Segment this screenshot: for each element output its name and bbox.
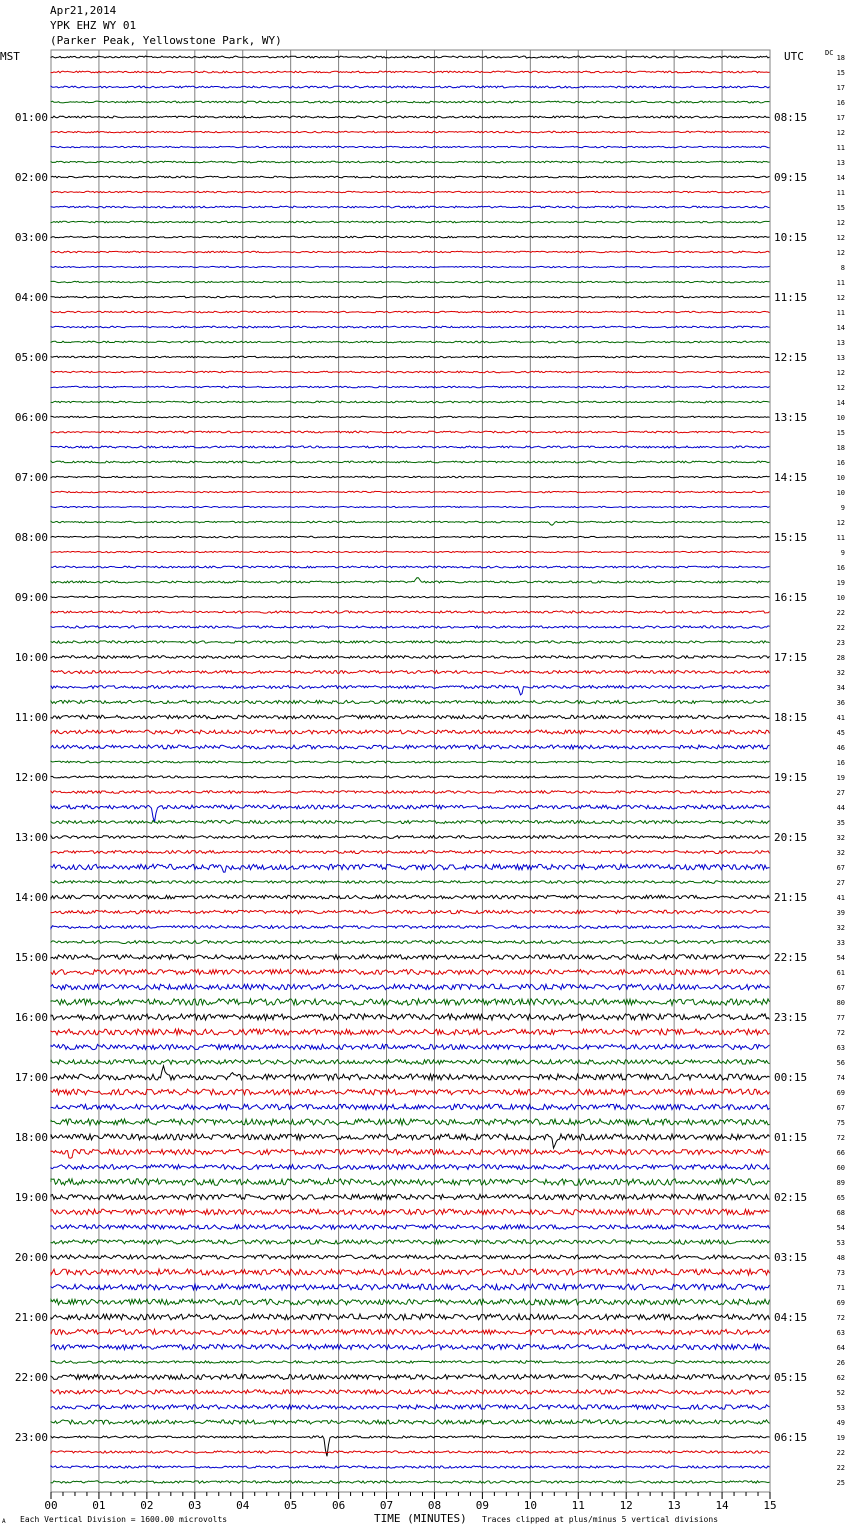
utc-hour-label: 14:15 <box>774 471 808 484</box>
dc-offset-label: 15 <box>836 69 845 77</box>
axis-labels <box>15 54 845 1512</box>
x-tick-label: 06 <box>331 1499 346 1512</box>
dc-offset-label: 45 <box>836 729 845 737</box>
dc-offset-label: 12 <box>836 384 845 392</box>
seismic-trace <box>51 116 770 118</box>
mst-hour-label: 11:00 <box>14 711 48 724</box>
x-tick-label: 11 <box>571 1499 585 1512</box>
dc-offset-label: 12 <box>836 234 845 242</box>
dc-offset-label: 32 <box>836 924 845 932</box>
seismic-trace <box>51 1089 770 1095</box>
dc-offset-label: 16 <box>836 564 845 572</box>
dc-offset-label: 62 <box>836 1374 845 1382</box>
dc-offset-label: 18 <box>836 54 845 62</box>
dc-offset-label: 23 <box>836 639 845 647</box>
seismic-trace <box>51 715 770 719</box>
seismic-trace <box>51 895 770 899</box>
dc-offset-label: 32 <box>836 834 845 842</box>
right-timezone-label: UTC <box>784 50 804 63</box>
dc-offset-label: 16 <box>836 759 845 767</box>
x-tick-label: 07 <box>379 1499 394 1512</box>
seismic-trace <box>51 296 770 298</box>
dc-offset-label: 13 <box>836 354 845 362</box>
mst-hour-label: 18:00 <box>14 1131 48 1144</box>
dc-offset-label: 74 <box>836 1074 845 1082</box>
utc-hour-label: 13:15 <box>774 411 808 424</box>
seismic-trace <box>51 1104 770 1109</box>
dc-offset-label: 16 <box>836 99 845 107</box>
x-tick-label: 14 <box>715 1499 729 1512</box>
seismic-trace <box>51 1014 770 1020</box>
dc-offset-label: 35 <box>836 819 845 827</box>
footer-mark: A <box>2 1518 6 1525</box>
seismic-trace <box>51 1466 770 1468</box>
seismic-trace <box>51 251 770 253</box>
dc-offset-label: 75 <box>836 1119 845 1127</box>
dc-offset-label: 27 <box>836 879 845 887</box>
seismic-trace <box>51 700 770 703</box>
utc-hour-label: 16:15 <box>774 591 808 604</box>
dc-offset-label: 12 <box>836 369 845 377</box>
utc-hour-label: 19:15 <box>774 771 808 784</box>
seismic-trace <box>51 685 770 695</box>
seismic-trace <box>51 221 770 223</box>
dc-offset-label: 54 <box>836 1224 845 1232</box>
seismic-trace <box>51 431 770 433</box>
utc-hour-label: 04:15 <box>774 1311 808 1324</box>
x-tick-label: 05 <box>284 1499 298 1512</box>
dc-offset-label: 9 <box>840 504 845 512</box>
dc-offset-label: 60 <box>836 1164 845 1172</box>
seismic-trace <box>51 1344 770 1349</box>
seismic-trace <box>51 1314 770 1320</box>
dc-offset-label: 22 <box>836 609 845 617</box>
dc-offset-label: 22 <box>836 624 845 632</box>
utc-hour-label: 06:15 <box>774 1431 808 1444</box>
mst-hour-label: 02:00 <box>14 171 48 184</box>
dc-offset-label: 48 <box>836 1254 845 1262</box>
dc-offset-label: 36 <box>836 699 845 707</box>
seismic-trace <box>51 851 770 854</box>
seismic-trace <box>51 191 770 192</box>
dc-offset-label: 22 <box>836 1464 845 1472</box>
dc-offset-label: 12 <box>836 129 845 137</box>
dc-offset-label: 11 <box>836 144 845 152</box>
mst-hour-label: 01:00 <box>14 111 48 124</box>
seismic-trace <box>51 341 770 343</box>
x-tick-label: 01 <box>92 1499 106 1512</box>
mst-hour-label: 13:00 <box>14 831 48 844</box>
seismic-trace <box>51 626 770 628</box>
seismic-trace <box>51 56 770 58</box>
seismic-trace <box>51 910 770 913</box>
x-tick-label: 00 <box>44 1499 58 1512</box>
seismic-trace <box>51 206 770 208</box>
dc-offset-label: 26 <box>836 1359 845 1367</box>
dc-offset-label: 68 <box>836 1209 845 1217</box>
seismic-trace <box>51 1029 770 1035</box>
dc-offset-label: 12 <box>836 219 845 227</box>
plot-date: Apr21,2014 <box>50 4 117 17</box>
dc-offset-label: 67 <box>836 984 845 992</box>
utc-hour-label: 09:15 <box>774 171 808 184</box>
dc-offset-label: 13 <box>836 159 845 167</box>
dc-offset-label: 27 <box>836 789 845 797</box>
seismic-trace <box>51 176 770 178</box>
dc-offset-label: 22 <box>836 1449 845 1457</box>
dc-offset-label: 52 <box>836 1389 845 1397</box>
seismic-trace <box>51 1149 770 1158</box>
seismic-trace <box>51 266 770 267</box>
dc-offset-label: 53 <box>836 1239 845 1247</box>
mst-hour-label: 06:00 <box>14 411 48 424</box>
dc-offset-label: 9 <box>840 549 845 557</box>
dc-offset-label: 14 <box>836 324 845 332</box>
seismic-trace <box>51 999 770 1005</box>
seismic-trace <box>51 566 770 568</box>
mst-hour-label: 03:00 <box>14 231 48 244</box>
seismic-trace <box>51 1225 770 1230</box>
dc-offset-label: 65 <box>836 1194 845 1202</box>
scale-note: Each Vertical Division = 1600.00 microvolts <box>20 1515 228 1524</box>
seismic-trace <box>51 955 770 960</box>
dc-offset-label: 28 <box>836 654 845 662</box>
station-location: (Parker Peak, Yellowstone Park, WY) <box>50 34 282 47</box>
seismic-trace <box>51 730 770 734</box>
seismic-trace <box>51 641 770 643</box>
seismic-trace <box>51 71 770 73</box>
x-tick-label: 03 <box>188 1499 202 1512</box>
utc-hour-label: 03:15 <box>774 1251 808 1264</box>
x-axis-title: TIME (MINUTES) <box>374 1512 467 1525</box>
dc-offset-label: 19 <box>836 1434 845 1442</box>
seismic-trace <box>51 386 770 388</box>
mst-hour-label: 19:00 <box>14 1191 48 1204</box>
mst-hour-label: 15:00 <box>14 951 48 964</box>
seismic-trace <box>51 491 770 492</box>
x-tick-label: 12 <box>619 1499 633 1512</box>
dc-offset-label: 67 <box>836 1104 845 1112</box>
seismic-trace <box>51 86 770 88</box>
seismic-trace <box>51 326 770 328</box>
mst-hour-label: 16:00 <box>14 1011 48 1024</box>
seismic-trace <box>51 836 770 839</box>
seismic-trace <box>51 1284 770 1290</box>
dc-offset-label: 14 <box>836 399 845 407</box>
dc-offset-label: 72 <box>836 1029 845 1037</box>
seismic-trace <box>51 146 770 147</box>
seismic-trace <box>51 1194 770 1199</box>
dc-offset-label: 32 <box>836 849 845 857</box>
trace-lines <box>51 56 770 1483</box>
seismic-trace <box>51 356 770 358</box>
seismic-trace <box>51 656 770 659</box>
mst-hour-label: 08:00 <box>14 531 48 544</box>
mst-hour-label: 21:00 <box>14 1311 48 1324</box>
seismic-trace <box>51 371 770 373</box>
dc-offset-label: 12 <box>836 249 845 257</box>
dc-header-label: DC <box>825 49 834 57</box>
seismic-trace <box>51 1375 770 1380</box>
utc-hour-label: 22:15 <box>774 951 808 964</box>
dc-offset-label: 64 <box>836 1344 845 1352</box>
seismic-trace <box>51 521 770 525</box>
dc-offset-label: 12 <box>836 519 845 527</box>
seismic-trace <box>51 506 770 507</box>
dc-offset-label: 77 <box>836 1014 845 1022</box>
seismic-trace <box>51 578 770 583</box>
dc-offset-label: 44 <box>836 804 845 812</box>
dc-offset-label: 41 <box>836 714 845 722</box>
dc-offset-label: 15 <box>836 204 845 212</box>
utc-hour-label: 02:15 <box>774 1191 808 1204</box>
seismic-trace <box>51 970 770 975</box>
seismic-trace <box>51 984 770 989</box>
seismic-trace <box>51 881 770 884</box>
dc-offset-label: 71 <box>836 1284 845 1292</box>
dc-offset-label: 80 <box>836 999 845 1007</box>
x-tick-label: 15 <box>763 1499 777 1512</box>
dc-offset-label: 16 <box>836 459 845 467</box>
seismic-trace <box>51 745 770 749</box>
mst-hour-label: 10:00 <box>14 651 48 664</box>
dc-offset-label: 89 <box>836 1179 845 1187</box>
seismic-trace <box>51 1044 770 1049</box>
seismic-trace <box>51 101 770 103</box>
seismic-trace <box>51 671 770 674</box>
dc-offset-label: 11 <box>836 189 845 197</box>
seismic-trace <box>51 461 770 463</box>
dc-offset-label: 73 <box>836 1269 845 1277</box>
x-tick-label: 09 <box>475 1499 490 1512</box>
utc-hour-label: 21:15 <box>774 891 808 904</box>
seismic-trace <box>51 1165 770 1170</box>
dc-offset-label: 14 <box>836 174 845 182</box>
seismic-trace <box>51 791 770 794</box>
dc-offset-label: 66 <box>836 1149 845 1157</box>
seismic-trace <box>51 611 770 613</box>
utc-hour-label: 18:15 <box>774 711 808 724</box>
dc-offset-label: 11 <box>836 309 845 317</box>
seismic-trace <box>51 1390 770 1394</box>
dc-offset-label: 19 <box>836 774 845 782</box>
dc-offset-label: 41 <box>836 894 845 902</box>
mst-hour-label: 23:00 <box>14 1431 48 1444</box>
clip-note: Traces clipped at plus/minus 5 vertical divisions <box>482 1515 719 1524</box>
seismic-trace <box>51 1060 770 1065</box>
seismic-trace <box>51 161 770 163</box>
left-timezone-label: MST <box>0 50 20 63</box>
station-code: YPK EHZ WY 01 <box>50 19 137 32</box>
seismic-trace <box>51 551 770 552</box>
x-tick-label: 13 <box>667 1499 681 1512</box>
dc-offset-label: 10 <box>836 594 845 602</box>
mst-hour-label: 22:00 <box>14 1371 48 1384</box>
seismic-trace <box>51 1420 770 1424</box>
seismic-trace <box>51 805 770 822</box>
dc-offset-label: 61 <box>836 969 845 977</box>
dc-offset-label: 17 <box>836 114 845 122</box>
dc-offset-label: 63 <box>836 1329 845 1337</box>
seismic-trace <box>51 401 770 403</box>
dc-offset-label: 8 <box>840 264 845 272</box>
seismic-trace <box>51 416 770 417</box>
dc-offset-label: 19 <box>836 579 845 587</box>
mst-hour-label: 14:00 <box>14 891 48 904</box>
seismic-trace <box>51 536 770 537</box>
utc-hour-label: 17:15 <box>774 651 808 664</box>
seismic-trace <box>51 281 770 282</box>
seismic-trace <box>51 1405 770 1409</box>
seismic-trace <box>51 1066 770 1080</box>
dc-offset-label: 25 <box>836 1479 845 1487</box>
dc-offset-label: 10 <box>836 414 845 422</box>
seismic-trace <box>51 1240 770 1244</box>
dc-offset-label: 12 <box>836 294 845 302</box>
seismic-trace <box>51 1481 770 1483</box>
dc-offset-label: 34 <box>836 684 845 692</box>
utc-hour-label: 23:15 <box>774 1011 808 1024</box>
dc-offset-label: 11 <box>836 534 845 542</box>
utc-hour-label: 11:15 <box>774 291 808 304</box>
dc-offset-label: 17 <box>836 84 845 92</box>
dc-offset-label: 46 <box>836 744 845 752</box>
seismic-trace <box>51 1179 770 1185</box>
utc-hour-label: 08:15 <box>774 111 808 124</box>
seismic-trace <box>51 820 770 823</box>
utc-hour-label: 01:15 <box>774 1131 808 1144</box>
seismic-trace <box>51 1361 770 1364</box>
dc-offset-label: 11 <box>836 279 845 287</box>
dc-offset-label: 39 <box>836 909 845 917</box>
seismic-trace <box>51 776 770 778</box>
dc-offset-label: 72 <box>836 1134 845 1142</box>
utc-hour-label: 05:15 <box>774 1371 808 1384</box>
seismic-trace <box>51 1451 770 1453</box>
mst-hour-label: 17:00 <box>14 1071 48 1084</box>
utc-hour-label: 12:15 <box>774 351 808 364</box>
mst-hour-label: 07:00 <box>14 471 48 484</box>
seismic-trace <box>51 926 770 929</box>
mst-hour-label: 12:00 <box>14 771 48 784</box>
mst-hour-label: 05:00 <box>14 351 48 364</box>
seismic-trace <box>51 1255 770 1259</box>
dc-offset-label: 63 <box>836 1044 845 1052</box>
seismic-trace <box>51 596 770 597</box>
seismic-trace <box>51 1209 770 1215</box>
dc-offset-label: 15 <box>836 429 845 437</box>
dc-offset-label: 18 <box>836 444 845 452</box>
seismic-trace <box>51 131 770 133</box>
dc-offset-label: 53 <box>836 1404 845 1412</box>
dc-offset-label: 54 <box>836 954 845 962</box>
utc-hour-label: 20:15 <box>774 831 808 844</box>
seismic-trace <box>51 1269 770 1275</box>
seismic-trace <box>51 236 770 238</box>
x-tick-label: 02 <box>140 1499 154 1512</box>
seismic-trace <box>51 1134 770 1148</box>
seismic-trace <box>51 761 770 763</box>
seismic-trace <box>51 1299 770 1305</box>
seismic-trace <box>51 864 770 872</box>
seismic-trace <box>51 1329 770 1334</box>
seismic-trace <box>51 476 770 477</box>
x-tick-label: 04 <box>236 1499 250 1512</box>
dc-offset-label: 32 <box>836 669 845 677</box>
dc-offset-label: 72 <box>836 1314 845 1322</box>
dc-offset-label: 10 <box>836 474 845 482</box>
dc-offset-label: 13 <box>836 339 845 347</box>
mst-hour-label: 20:00 <box>14 1251 48 1264</box>
utc-hour-label: 10:15 <box>774 231 808 244</box>
x-tick-label: 08 <box>427 1499 442 1512</box>
seismic-trace <box>51 941 770 944</box>
seismic-trace <box>51 446 770 448</box>
mst-hour-label: 04:00 <box>14 291 48 304</box>
dc-offset-label: 69 <box>836 1299 845 1307</box>
seismic-trace <box>51 1119 770 1125</box>
seismic-trace <box>51 311 770 312</box>
utc-hour-label: 00:15 <box>774 1071 808 1084</box>
dc-offset-label: 49 <box>836 1419 845 1427</box>
utc-hour-label: 15:15 <box>774 531 808 544</box>
mst-hour-label: 09:00 <box>14 591 48 604</box>
dc-offset-label: 69 <box>836 1089 845 1097</box>
x-tick-label: 10 <box>523 1499 537 1512</box>
dc-offset-label: 67 <box>836 864 845 872</box>
dc-offset-label: 56 <box>836 1059 845 1067</box>
dc-offset-label: 33 <box>836 939 845 947</box>
dc-offset-label: 10 <box>836 489 845 497</box>
